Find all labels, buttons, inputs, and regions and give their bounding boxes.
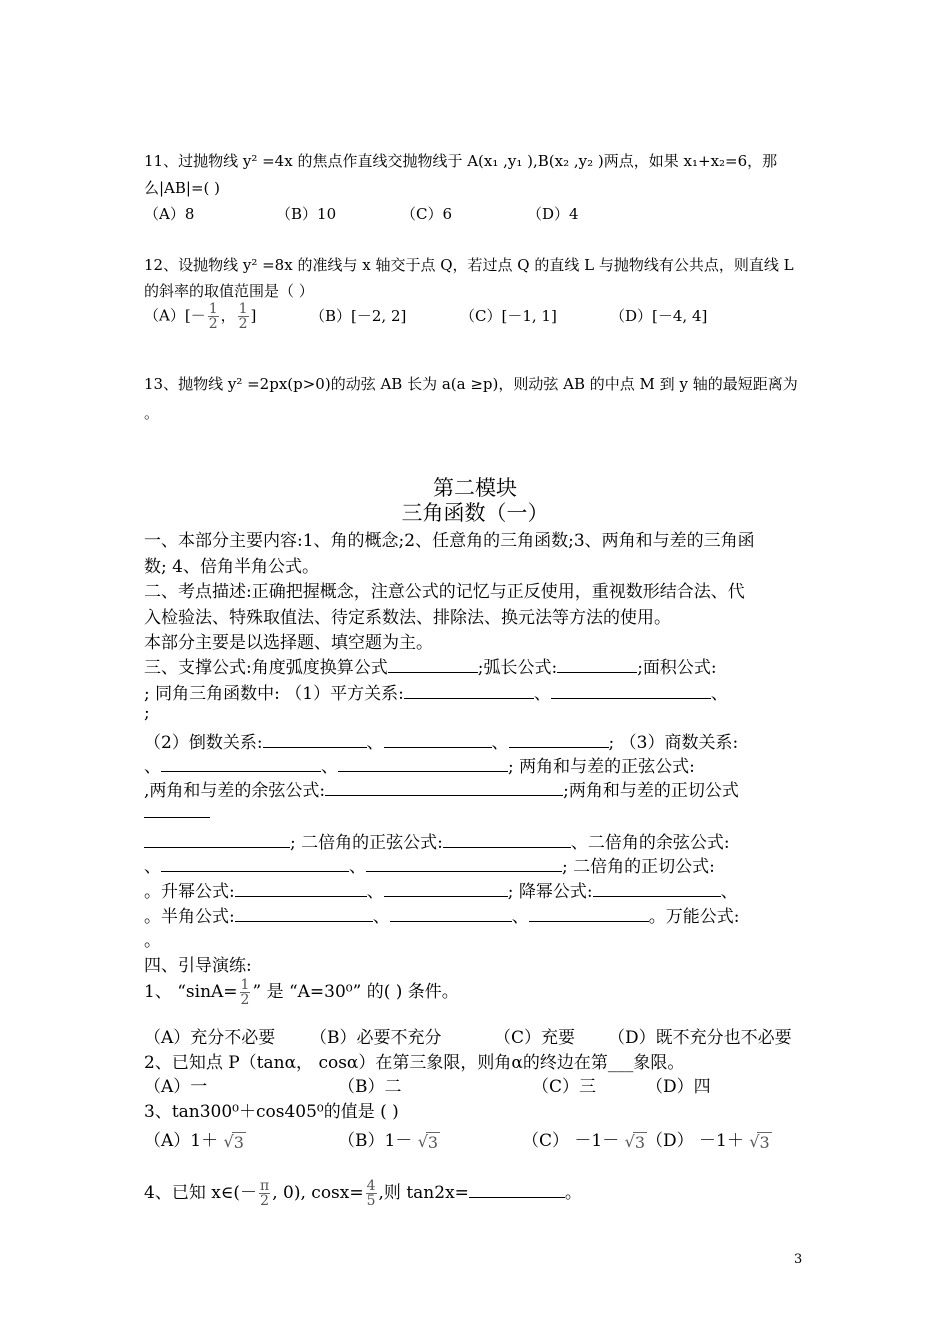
q12-options [144, 302, 707, 331]
answer-blank [557, 656, 637, 673]
sqrt-icon: √ [749, 1132, 760, 1151]
practice-2-option-d: （D）四 [646, 1077, 711, 1097]
answer-blank [235, 905, 373, 922]
sqrt-icon: √ [624, 1132, 635, 1151]
practice-2-option-b: （B）二 [338, 1077, 402, 1097]
formula-line-5: 、 、 ; 两角和与差的正弦公式: [144, 757, 695, 777]
answer-blank [443, 831, 571, 848]
practice-heading: 四、引导演练: [144, 956, 252, 976]
practice-4: 4、已知 x∈(－ $\frac{\pi}{2}$ , 0), cosx= $\frac{4}{5}$ ,则 tan2x= 。 [144, 1178, 582, 1209]
q11-line1: 11、过抛物线 y² =4x 的焦点作直线交抛物线于 A(x₁ ,y₁ ),B(x₂ ,y₂ )两点，如果 x₁+x₂=6，那 [144, 152, 778, 170]
q12-line2: 的斜率的取值范围是（ ） [144, 282, 314, 300]
answer-blank [390, 905, 512, 922]
practice-1-options [144, 1023, 792, 1048]
module-heading: 第二模块 [433, 476, 517, 500]
answer-blank [338, 755, 508, 772]
fraction: $\frac{1}{2}$ [240, 977, 250, 1008]
formula-line-2: ; 同角三角函数中: （1）平方关系: 、 、 [144, 684, 728, 704]
practice-1-option-b: （B）必要不充分 [310, 1028, 442, 1048]
answer-blank [509, 731, 609, 748]
formula-line-7 [144, 801, 210, 823]
practice-3-option-a: （A）1＋ √3 [144, 1131, 244, 1152]
fraction: $\frac{4}{5}$ [366, 1178, 376, 1209]
answer-blank [388, 656, 478, 673]
q11-option-b: （B）10 [276, 205, 337, 223]
answer-blank [469, 1181, 565, 1198]
q12-option-d: （D）[－4, 4] [610, 306, 708, 325]
formula-line-1: 三、支撑公式:角度弧度换算公式 ;弧长公式: ;面积公式: [144, 658, 717, 678]
q11-options [144, 203, 579, 224]
answer-blank [551, 682, 711, 699]
answer-blank [404, 682, 534, 699]
answer-blank [529, 905, 649, 922]
practice-3-option-c: （C） －1－ √3 [522, 1131, 646, 1152]
formula-line-12: 。 [144, 931, 161, 951]
practice-1: 1、 “sinA= $\frac{1}{2}$ ” 是 “A=30⁰” 的( ) 条件。 [144, 977, 459, 1008]
practice-2-option-a: （A）一 [144, 1077, 208, 1097]
answer-blank [384, 880, 508, 897]
body-line-4: 入检验法、特殊取值法、待定系数法、排除法、换元法等方法的使用。 [144, 608, 671, 628]
q12-option-a: （A）[－ $\frac{1}{2}$ ， $\frac{1}{2}$ ] [144, 301, 257, 332]
q13-line2: 。 [144, 404, 160, 422]
practice-1-option-c: （C）充要 [494, 1028, 576, 1048]
q12-option-c: （C）[－1, 1] [460, 306, 557, 325]
answer-blank [263, 731, 367, 748]
practice-3: 3、tan300⁰＋cos405⁰的值是 ( ) [144, 1102, 399, 1122]
formula-line-3: ; [144, 703, 150, 723]
practice-2-options [144, 1072, 711, 1097]
formula-line-10: 。升幂公式: 、 ; 降幂公式: 、 [144, 882, 738, 902]
q11-option-c: （C）6 [401, 205, 453, 223]
q11-option-a: （A）8 [144, 205, 195, 223]
answer-blank [384, 731, 492, 748]
practice-1-option-d: （D）既不充分也不必要 [608, 1028, 792, 1048]
practice-2-option-c: （C）三 [532, 1077, 597, 1097]
body-line-3: 二、考点描述:正确把握概念，注意公式的记忆与正反使用，重视数形结合法、代 [144, 582, 745, 602]
answer-blank [161, 855, 349, 872]
q12-line1: 12、设抛物线 y² =8x 的准线与 x 轴交于点 Q，若过点 Q 的直线 L 与抛物线有公共点，则直线 L [144, 256, 794, 274]
answer-blank [161, 755, 321, 772]
sqrt-icon: √ [223, 1132, 234, 1151]
body-line-5: 本部分主要是以选择题、填空题为主。 [144, 633, 433, 653]
practice-3-option-d: （D） －1＋ √3 [646, 1131, 770, 1152]
formula-line-8: ; 二倍角的正弦公式: 、二倍角的余弦公式: [144, 828, 730, 853]
body-line-1: 一、本部分主要内容:1、角的概念;2、任意角的三角函数;3、两角和与差的三角函 [144, 531, 755, 551]
answer-blank [593, 880, 721, 897]
practice-3-option-b: （B）1－ √3 [338, 1131, 439, 1152]
practice-3-options [144, 1126, 772, 1152]
answer-blank [325, 779, 563, 796]
q11-line2: 么|AB|=( ) [144, 179, 221, 197]
formula-line-4: （2）倒数关系: 、 、 ; （3）商数关系: [144, 733, 739, 753]
answer-blank [366, 855, 562, 872]
formula-line-6: ,两角和与差的余弦公式: ;两角和与差的正切公式 [144, 781, 739, 801]
formula-line-11: 。半角公式: 、 、 。万能公式: [144, 907, 740, 927]
section-title: 三角函数（一） [401, 501, 549, 525]
answer-blank [235, 880, 367, 897]
fraction: $\frac{1}{2}$ [238, 301, 248, 332]
answer-blank [144, 831, 290, 848]
sqrt-icon: √ [417, 1132, 428, 1151]
q12-option-b: （B）[－2, 2] [310, 306, 407, 325]
fraction: $\frac{\pi}{2}$ [260, 1178, 270, 1209]
body-line-2: 数; 4、倍角半角公式。 [144, 557, 319, 577]
formula-line-9: 、 、 ; 二倍角的正切公式: [144, 857, 715, 877]
q11-option-d: （D）4 [527, 205, 579, 223]
fraction: $\frac{1}{2}$ [208, 301, 218, 332]
page-number: 3 [794, 1252, 803, 1267]
q13-line1: 13、抛物线 y² =2px(p>0)的动弦 AB 长为 a(a ≥p)，则动弦 AB 的中点 M 到 y 轴的最短距离为 [144, 375, 798, 393]
answer-blank [144, 801, 210, 818]
practice-1-option-a: （A）充分不必要 [144, 1028, 276, 1048]
practice-2: 2、已知点 P（tanα， cosα）在第三象限，则角α的终边在第___象限。 [144, 1053, 685, 1073]
